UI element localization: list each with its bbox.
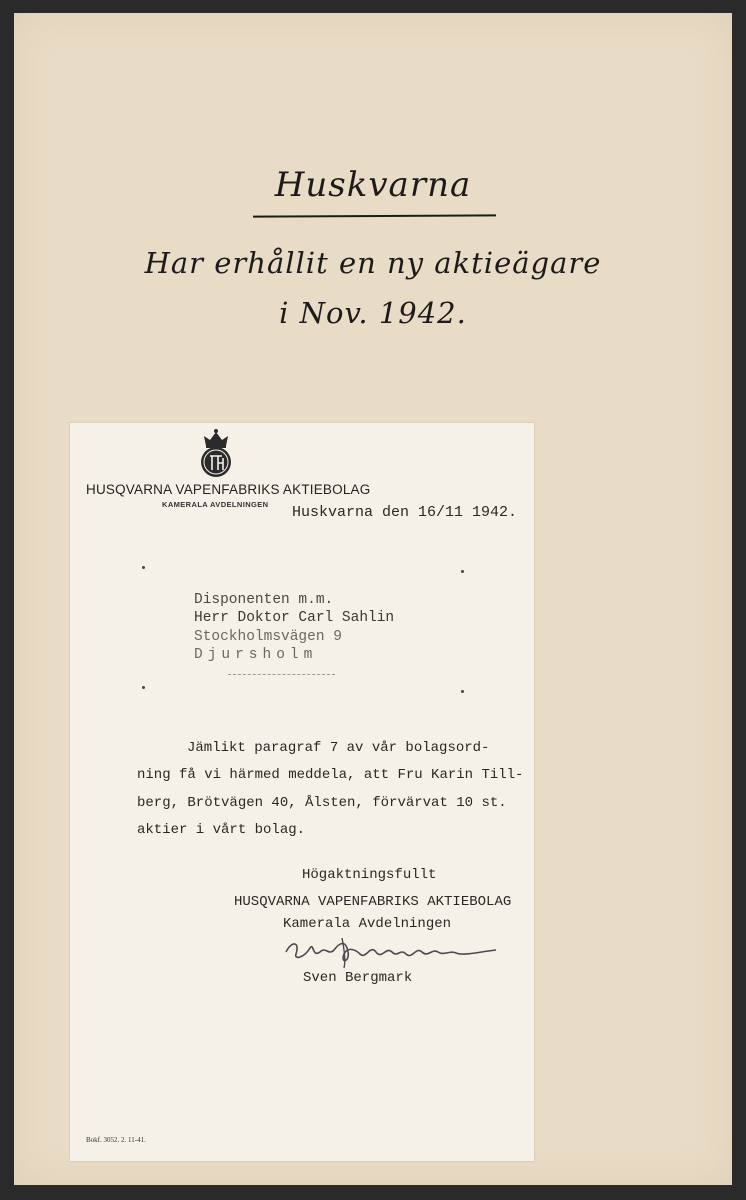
handwritten-title: Huskvarna xyxy=(274,165,472,205)
letterhead-department: KAMERALA AVDELNINGEN xyxy=(162,500,269,509)
handwritten-signature xyxy=(282,932,502,972)
letterhead-company: HUSQVARNA VAPENFABRIKS AKTIEBOLAG xyxy=(86,482,371,497)
recipient-line: Djursholm xyxy=(194,647,318,663)
body-line: Jämlikt paragraf 7 av vår bolagsord- xyxy=(187,740,490,756)
closing-line: Kamerala Avdelningen xyxy=(283,916,452,932)
registration-dot xyxy=(461,570,464,573)
recipient-line: Herr Doktor Carl Sahlin xyxy=(194,610,395,626)
body-line: ning få vi härmed meddela, att Fru Karin Till- xyxy=(137,767,524,783)
body-line: aktier i vårt bolag. xyxy=(137,822,306,838)
signatory-name: Sven Bergmark xyxy=(303,970,413,986)
form-number: Bokf. 3052. 2. 11-41. xyxy=(86,1136,146,1144)
registration-dot xyxy=(142,566,145,569)
crown-crest-icon xyxy=(198,428,234,478)
date-line: Huskvarna den 16/11 1942. xyxy=(292,504,518,521)
handwritten-note-line-1: Har erhållit en ny aktieägare xyxy=(144,246,602,280)
body-line: berg, Brötvägen 40, Ålsten, förvärvat 10 st. xyxy=(137,795,507,811)
closing-line: HUSQVARNA VAPENFABRIKS AKTIEBOLAG xyxy=(234,894,512,910)
registration-dot xyxy=(461,690,464,693)
registration-dot xyxy=(142,686,145,689)
recipient-line: Disponenten m.m. xyxy=(194,592,334,608)
letter-sheet xyxy=(70,423,534,1161)
closing-line: Högaktningsfullt xyxy=(302,867,437,883)
address-underline xyxy=(228,674,335,675)
recipient-line: Stockholmsvägen 9 xyxy=(194,629,342,645)
handwritten-note-line-2: i Nov. 1942. xyxy=(279,296,467,330)
